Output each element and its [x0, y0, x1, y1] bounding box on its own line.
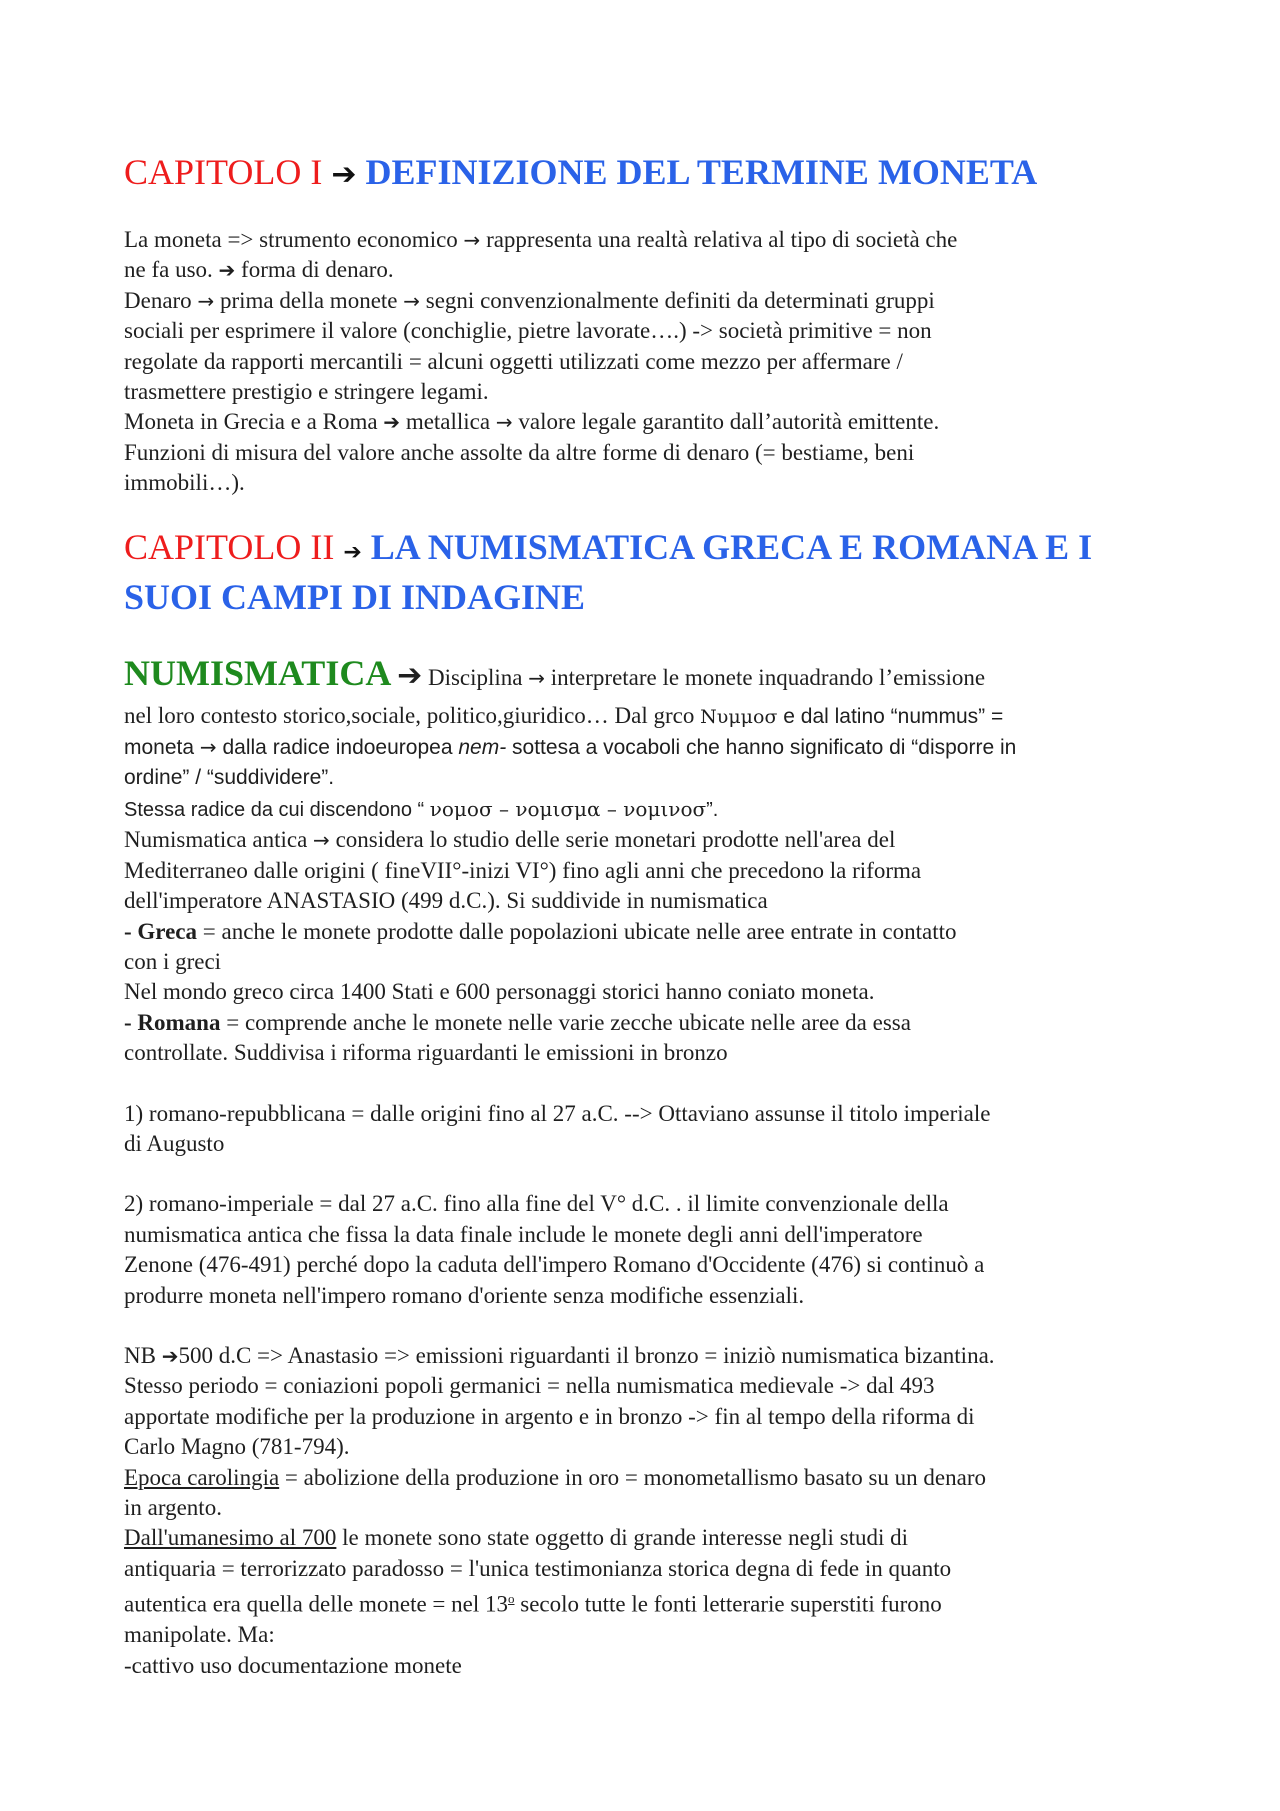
text-line: 2) romano-imperiale = dal 27 a.C. fino alla fine del V° d.C. . il limite convenzionale della [124, 1191, 949, 1217]
chapter-1-title: DEFINIZIONE DEL TERMINE MONETA [365, 152, 1038, 192]
list-item-2 [124, 1189, 1174, 1311]
arrow-icon: ➔ [397, 657, 423, 693]
text-line: controllate. Suddivisa i riforma riguardanti le emissioni in bronzo [124, 1040, 728, 1066]
arrow-icon: → [313, 828, 330, 853]
chapter-2-title-line-2: SUOI CAMPI DI INDAGINE [124, 576, 586, 617]
chapter-1-heading [124, 150, 1174, 197]
text-line: dell'imperatore ANASTASIO (499 d.C.). Si suddivide in numismatica [124, 888, 768, 914]
text-line: autentica era quella delle monete = nel 13$^o$ secolo tutte le fonti letterarie superstiti furono [124, 1591, 942, 1617]
chapter-2-label: CAPITOLO II [124, 526, 335, 567]
numismatica-section [124, 650, 1174, 1069]
romana-label: - Romana [124, 1009, 221, 1035]
arrow-icon: → [528, 665, 546, 690]
text-line: sociali per esprimere il valore (conchiglie, pietre lavorate….) -> società primitive = non [124, 318, 932, 344]
chapter-2-heading [124, 525, 1174, 620]
list-item-1 [124, 1099, 1174, 1160]
arrow-icon: → [197, 288, 215, 313]
text-line: Funzioni di misura del valore anche assolte da altre forme di denaro (= bestiame, beni [124, 439, 915, 465]
arrow-icon: → [463, 228, 481, 252]
numismatica-term: NUMISMATICA [124, 652, 392, 693]
text-line: manipolate. Ma: [124, 1622, 275, 1648]
document-page [124, 150, 1174, 1681]
text-line: - Greca = anche le monete prodotte dalle popolazioni ubicate nelle aree entrate in contatto [124, 918, 957, 944]
arrow-icon: → [199, 735, 217, 760]
text-line: Nel mondo greco circa 1400 Stati e 600 personaggi storici hanno coniato moneta. [124, 979, 875, 1005]
text-line: Denaro → prima della monete → segni convenzionalmente definiti da determinati gruppi [124, 287, 935, 313]
text-line: Zenone (476-491) perché dopo la caduta dell'impero Romano d'Occidente (476) si continuò a [124, 1252, 985, 1278]
text-line: apportate modifiche per la produzione in argento e in bronzo -> fin al tempo della riforma di [124, 1403, 975, 1429]
text-line: ne fa uso. ➔ forma di denaro. [124, 257, 394, 283]
chapter-1-label: CAPITOLO I [124, 152, 323, 192]
text-line: trasmettere prestigio e stringere legami. [124, 379, 489, 405]
text-line: con i greci [124, 948, 222, 974]
text-line: in argento. [124, 1495, 222, 1520]
text-line: antiquaria = terrorizzato paradosso = l'unica testimonianza storica degna di fede in quanto [124, 1555, 952, 1581]
text-line: Carlo Magno (781-794). [124, 1434, 350, 1460]
text-line: Epoca carolingia = abolizione della produzione in oro = monometallismo basato su un denaro [124, 1464, 987, 1490]
arrow-icon: → [403, 288, 421, 313]
arrow-icon: ➔ [331, 157, 357, 192]
text-line: nel loro contesto storico,sociale, politico,giuridico… Dal grco Νυμμοσ e dal latino “nummus” = [124, 702, 1004, 728]
greca-label: - Greca [124, 918, 198, 944]
chapter-2-title-line-1: LA NUMISMATICA GRECA E ROMANA E I [370, 526, 1093, 567]
arrow-icon: ➔ [343, 539, 362, 565]
text-line: Dall'umanesimo al 700 le monete sono state oggetto di grande interesse negli studi di [124, 1525, 909, 1551]
text-line: -cattivo uso documentazione monete [124, 1652, 462, 1678]
arrow-icon: ➔ [161, 1343, 179, 1368]
chapter-1-body [124, 225, 1174, 499]
text-line: 1) romano-repubblicana = dalle origini fino al 27 a.C. --> Ottaviano assunse il titolo imperiale [124, 1100, 991, 1126]
text-line: ordine” / “suddividere”. [124, 766, 335, 790]
arrow-icon: → [495, 410, 513, 435]
greek-terms: νομοσ – νομισμα – νομινοσ [429, 796, 707, 821]
text-line: Numismatica antica → considera lo studio delle serie monetari prodotte nell'area del [124, 827, 896, 853]
umanesimo-label: Dall'umanesimo al 700 [124, 1525, 337, 1551]
text-line: La moneta => strumento economico → rappresenta una realtà relativa al tipo di società che [124, 227, 958, 252]
text-line: regolate da rapporti mercantili = alcuni oggetti utilizzati come mezzo per affermare / [124, 348, 903, 374]
text-line: - Romana = comprende anche le monete nelle varie zecche ubicate nelle aree da essa [124, 1009, 911, 1035]
arrow-icon: ➔ [218, 258, 236, 283]
text-line: Moneta in Grecia e a Roma ➔ metallica → valore legale garantito dall’autorità emittente. [124, 409, 940, 435]
text-line: Mediterraneo dalle origini ( fineVII°-inizi VI°) fino agli anni che precedono la riforma [124, 857, 922, 883]
greek-term: Νυμμοσ [700, 705, 778, 728]
text-line: NUMISMATICA ➔ Disciplina → interpretare le monete inquadrando l’emissione [124, 652, 986, 693]
text-line: moneta → dalla radice indoeuropea nem- sottesa a vocaboli che hanno significato di “disporre in [124, 735, 1017, 760]
carolingia-label: Epoca carolingia [124, 1464, 280, 1490]
nb-section [124, 1341, 1174, 1681]
text-line: Stesso periodo = coniazioni popoli germanici = nella numismatica medievale -> dal 493 [124, 1373, 935, 1399]
text-line: immobili…). [124, 470, 245, 496]
arrow-icon: ➔ [383, 410, 401, 435]
text-line: NB ➔500 d.C => Anastasio => emissioni riguardanti il bronzo = iniziò numismatica bizantina. [124, 1342, 995, 1368]
text-line: di Augusto [124, 1130, 225, 1156]
text-line: produrre moneta nell'impero romano d'oriente senza modifiche essenziali. [124, 1282, 805, 1308]
text-line: numismatica antica che fissa la data finale include le monete degli anni dell'imperatore [124, 1221, 923, 1247]
text-line: Stessa radice da cui discendono “ νομοσ – νομισμα – νομινοσ”. [124, 796, 719, 821]
